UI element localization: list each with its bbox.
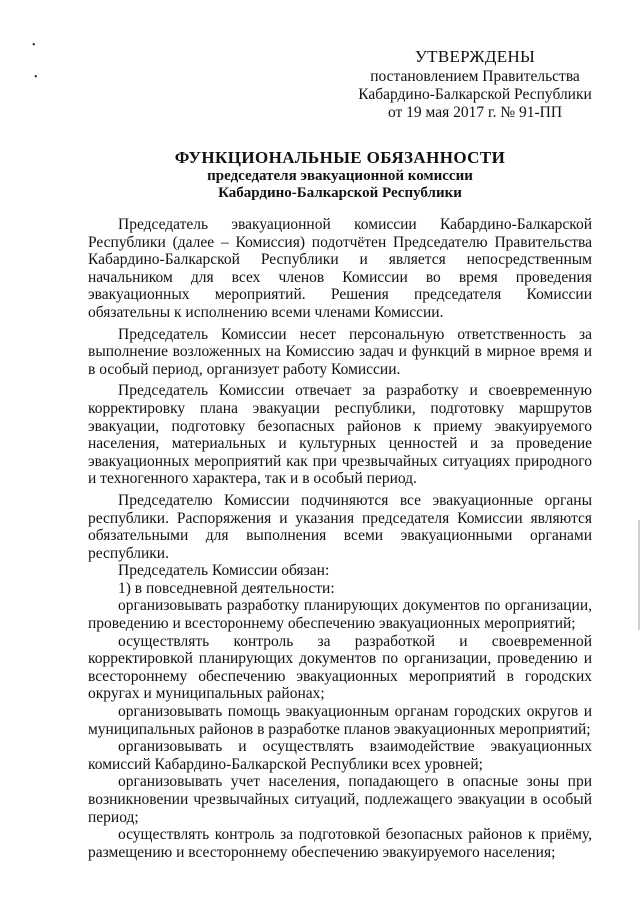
approval-heading: УТВЕРЖДЕНЫ	[414, 47, 536, 66]
paragraph: организовывать и осуществлять взаимодействие эвакуационных комиссий Кабардино-Балкарской Республики всех уровней;	[88, 738, 592, 773]
paragraph: организовывать помощь эвакуационным органам городских округов и муниципальных районов в разработке планов эвакуационных мероприятий;	[88, 703, 592, 738]
document-title	[90, 148, 590, 202]
paragraph: Председатель Комиссии несет персональную ответственность за выполнение возложенных на Комиссию задач и функций в мирное время и в особый период, организует работу Комиссии.	[88, 325, 592, 378]
title-subtitle: Кабардино-Балкарской Республики	[218, 185, 462, 201]
paragraph: Председатель Комиссии отвечает за разработку и своевременную корректировку плана эвакуации республики, подготовку маршрутов эвакуации, подготовку безопасных районов к приему эвакуируемого населения, материальных и культурных ценностей и за проведение эвакуационных мероприятий как при чрезвычайных ситуациях природного и техногенного характера, так и в особый период.	[88, 382, 592, 488]
paragraph: 1) в повседневной деятельности:	[118, 579, 335, 597]
paragraph: Председатель Комиссии обязан:	[118, 562, 330, 580]
paragraph: осуществлять контроль за разработкой и своевременной корректировкой планирующих документов по организации, проведению и всестороннему обеспечению эвакуационных мероприятий в городских округах и муниципальных районах;	[88, 632, 592, 703]
paragraph: осуществлять контроль за подготовкой безопасных районов к приёму, размещению и всестороннему обеспечению эвакуируемого населения;	[88, 826, 592, 861]
title-subtitle: председателя эвакуационной комиссии	[207, 168, 473, 184]
document-body	[88, 216, 592, 861]
approval-line: постановлением Правительства	[370, 68, 580, 85]
approval-line: Кабардино-Балкарской Республики	[358, 86, 592, 103]
approval-line: от 19 мая 2017 г. № 91-ПП	[387, 104, 563, 121]
scan-speck: •	[34, 72, 38, 83]
paragraph: Председатель эвакуационной комиссии Кабардино-Балкарской Республики (далее – Комиссия) подотчётен Председателю Правительства Кабардино-Балкарской Республики и является непосредственным начальником для всех членов Комиссии во время проведения эвакуационных мероприятий. Решения председателя Комиссии обязательны к исполнению всеми членами Комиссии.	[88, 216, 592, 321]
paragraph: организовывать учет населения, попадающего в опасные зоны при возникновении чрезвычайных ситуаций, подлежащего эвакуации в особый период;	[88, 773, 592, 826]
title-main: ФУНКЦИОНАЛЬНЫЕ ОБЯЗАННОСТИ	[174, 148, 506, 167]
paragraph: Председателю Комиссии подчиняются все эвакуационные органы республики. Распоряжения и указания председателя Комиссии являются обязательными для выполнения всеми эвакуационными органами республики.	[88, 491, 592, 562]
approval-stamp	[355, 48, 595, 122]
scan-speck: •	[32, 40, 36, 51]
paragraph: организовывать разработку планирующих документов по организации, проведению и всестороннему обеспечению эвакуационных мероприятий;	[88, 597, 592, 633]
